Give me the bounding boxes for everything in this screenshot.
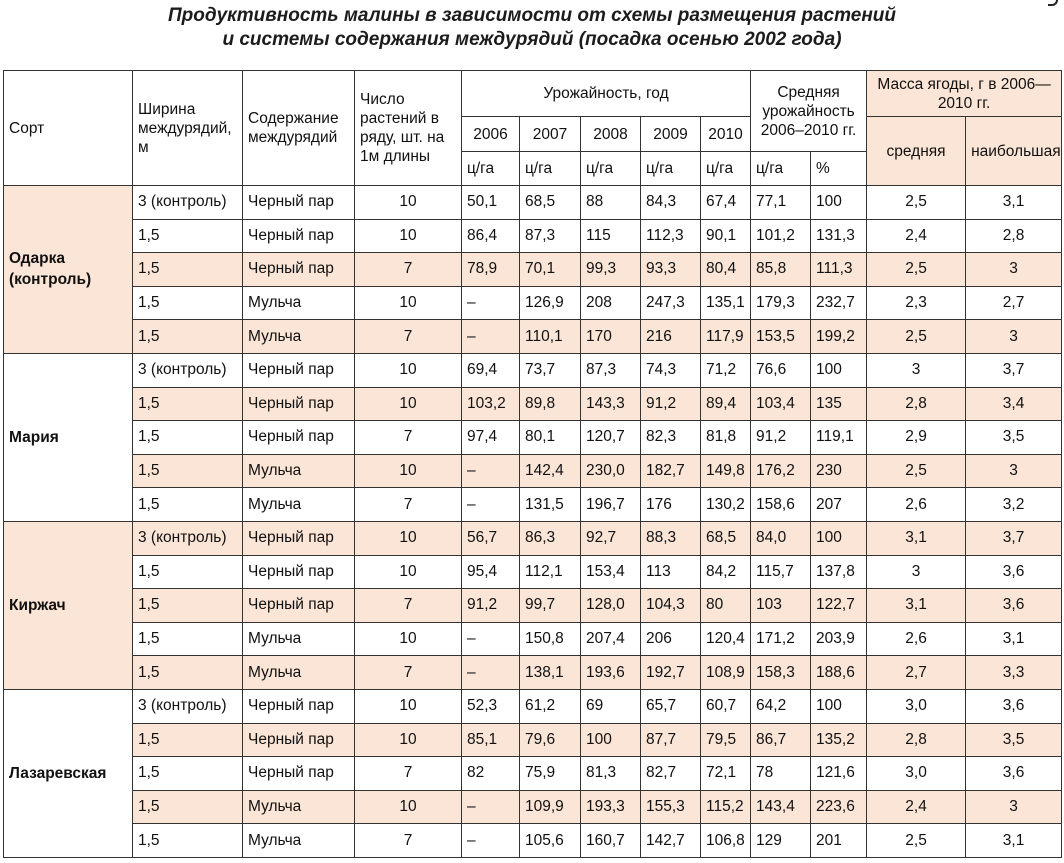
- table-row: [4, 824, 1062, 858]
- cell-width: 1,5: [133, 320, 243, 354]
- cell-y2009: 82,7: [641, 757, 701, 791]
- cell-y2008: 170: [581, 320, 641, 354]
- cell-y2009: 142,7: [641, 824, 701, 858]
- cell-count: 10: [355, 286, 462, 320]
- header-unit-2009: ц/га: [641, 152, 701, 186]
- cell-count: 10: [355, 521, 462, 555]
- cell-width: 1,5: [133, 824, 243, 858]
- header-year-2009: 2009: [641, 117, 701, 152]
- cell-avg: 143,4: [751, 790, 811, 824]
- cell-mass-avg: 2,8: [867, 723, 966, 757]
- header-mass-max: наибольшая: [966, 117, 1062, 186]
- cell-y2009: 176: [641, 488, 701, 522]
- cell-pct: 199,2: [811, 320, 867, 354]
- cell-content: Черный пар: [243, 555, 355, 589]
- cell-content: Мульча: [243, 622, 355, 656]
- cell-avg: 129: [751, 824, 811, 858]
- cell-y2009: 247,3: [641, 286, 701, 320]
- cell-y2007: 86,3: [520, 521, 581, 555]
- cell-width: 1,5: [133, 555, 243, 589]
- cell-y2006: –: [462, 790, 520, 824]
- cell-y2009: 155,3: [641, 790, 701, 824]
- cell-y2008: 115: [581, 219, 641, 253]
- cell-y2010: 90,1: [701, 219, 751, 253]
- cell-content: Мульча: [243, 286, 355, 320]
- cell-count: 10: [355, 186, 462, 220]
- table-row: [4, 488, 1062, 522]
- cell-y2010: 84,2: [701, 555, 751, 589]
- cell-avg: 86,7: [751, 723, 811, 757]
- cell-content: Черный пар: [243, 421, 355, 455]
- cell-mass-avg: 3,1: [867, 589, 966, 623]
- header-variety: Сорт: [4, 71, 133, 186]
- cell-y2007: 75,9: [520, 757, 581, 791]
- cell-content: Черный пар: [243, 757, 355, 791]
- table-row: [4, 320, 1062, 354]
- cell-y2010: 72,1: [701, 757, 751, 791]
- cell-width: 1,5: [133, 387, 243, 421]
- cell-y2007: 79,6: [520, 723, 581, 757]
- table-row: [4, 186, 1062, 220]
- cell-y2007: 70,1: [520, 253, 581, 287]
- cell-content: Мульча: [243, 320, 355, 354]
- cell-mass-max: 3,6: [966, 555, 1062, 589]
- cell-pct: 121,6: [811, 757, 867, 791]
- cell-avg: 77,1: [751, 186, 811, 220]
- table-row: [4, 656, 1062, 690]
- cell-width: 1,5: [133, 589, 243, 623]
- cell-y2006: 69,4: [462, 353, 520, 387]
- cell-avg: 78: [751, 757, 811, 791]
- cell-count: 10: [355, 723, 462, 757]
- cell-content: Черный пар: [243, 253, 355, 287]
- cell-count: 10: [355, 219, 462, 253]
- cell-avg: 115,7: [751, 555, 811, 589]
- cell-pct: 135: [811, 387, 867, 421]
- cell-y2010: 80: [701, 589, 751, 623]
- cell-y2009: 182,7: [641, 454, 701, 488]
- cell-y2006: 91,2: [462, 589, 520, 623]
- cell-content: Мульча: [243, 790, 355, 824]
- cell-y2010: 60,7: [701, 689, 751, 723]
- cell-mass-max: 3,6: [966, 589, 1062, 623]
- cell-y2010: 108,9: [701, 656, 751, 690]
- cell-y2007: 138,1: [520, 656, 581, 690]
- cell-avg: 76,6: [751, 353, 811, 387]
- cell-y2008: 69: [581, 689, 641, 723]
- page-title: [0, 4, 1064, 52]
- cell-y2008: 88: [581, 186, 641, 220]
- cell-pct: 122,7: [811, 589, 867, 623]
- table-row: [4, 454, 1062, 488]
- cell-mass-max: 3,4: [966, 387, 1062, 421]
- cell-mass-max: 3: [966, 253, 1062, 287]
- variety-cell: Одарка (контроль): [4, 186, 133, 354]
- header-unit-avg: ц/га: [751, 152, 811, 186]
- header-percent: %: [811, 152, 867, 186]
- cell-y2008: 128,0: [581, 589, 641, 623]
- cell-width: 1,5: [133, 656, 243, 690]
- table-row: [4, 723, 1062, 757]
- cell-y2010: 68,5: [701, 521, 751, 555]
- header-year-2007: 2007: [520, 117, 581, 152]
- table-row: [4, 286, 1062, 320]
- cell-count: 10: [355, 454, 462, 488]
- cell-mass-max: 3,7: [966, 521, 1062, 555]
- cell-y2006: 97,4: [462, 421, 520, 455]
- cell-width: 1,5: [133, 286, 243, 320]
- header-yield: Урожайность, год: [462, 71, 751, 117]
- header-unit-2007: ц/га: [520, 152, 581, 186]
- cell-mass-max: 3,5: [966, 723, 1062, 757]
- table-header: [4, 71, 1062, 186]
- cell-y2010: 81,8: [701, 421, 751, 455]
- cell-y2006: 78,9: [462, 253, 520, 287]
- cell-y2007: 150,8: [520, 622, 581, 656]
- cell-count: 10: [355, 689, 462, 723]
- cell-mass-max: 2,7: [966, 286, 1062, 320]
- cell-y2009: 192,7: [641, 656, 701, 690]
- cell-pct: 201: [811, 824, 867, 858]
- cell-avg: 64,2: [751, 689, 811, 723]
- cell-count: 7: [355, 421, 462, 455]
- cell-content: Черный пар: [243, 219, 355, 253]
- cell-y2009: 74,3: [641, 353, 701, 387]
- cell-avg: 103,4: [751, 387, 811, 421]
- cell-count: 10: [355, 790, 462, 824]
- cell-pct: 223,6: [811, 790, 867, 824]
- cell-y2008: 143,3: [581, 387, 641, 421]
- cell-count: 7: [355, 253, 462, 287]
- cell-avg: 179,3: [751, 286, 811, 320]
- cell-pct: 137,8: [811, 555, 867, 589]
- header-year-2010: 2010: [701, 117, 751, 152]
- cell-mass-avg: 2,4: [867, 790, 966, 824]
- cell-pct: 100: [811, 521, 867, 555]
- cell-y2009: 91,2: [641, 387, 701, 421]
- header-content: Содержание междурядий: [243, 71, 355, 186]
- cell-mass-max: 3,2: [966, 488, 1062, 522]
- cell-avg: 158,3: [751, 656, 811, 690]
- cell-y2010: 80,4: [701, 253, 751, 287]
- cell-y2008: 208: [581, 286, 641, 320]
- cell-y2008: 153,4: [581, 555, 641, 589]
- cell-y2008: 92,7: [581, 521, 641, 555]
- table-row: [4, 387, 1062, 421]
- cell-pct: 131,3: [811, 219, 867, 253]
- cell-width: 3 (контроль): [133, 689, 243, 723]
- cell-y2008: 230,0: [581, 454, 641, 488]
- cell-mass-avg: 2,9: [867, 421, 966, 455]
- cell-y2009: 82,3: [641, 421, 701, 455]
- header-year-2006: 2006: [462, 117, 520, 152]
- table-body: [4, 186, 1062, 858]
- cell-y2010: 79,5: [701, 723, 751, 757]
- cell-mass-max: 2,8: [966, 219, 1062, 253]
- cell-count: 7: [355, 488, 462, 522]
- table-row: [4, 353, 1062, 387]
- cell-pct: 232,7: [811, 286, 867, 320]
- cell-y2010: 130,2: [701, 488, 751, 522]
- cell-avg: 103: [751, 589, 811, 623]
- cell-count: 7: [355, 589, 462, 623]
- table-row: [4, 622, 1062, 656]
- cell-y2008: 120,7: [581, 421, 641, 455]
- cell-mass-avg: 2,5: [867, 320, 966, 354]
- header-mass-avg: средняя: [867, 117, 966, 186]
- cell-mass-max: 3,6: [966, 689, 1062, 723]
- cell-mass-max: 3,3: [966, 656, 1062, 690]
- cell-mass-avg: 3: [867, 555, 966, 589]
- cell-content: Черный пар: [243, 589, 355, 623]
- cell-y2007: 73,7: [520, 353, 581, 387]
- cell-mass-avg: 3: [867, 353, 966, 387]
- cell-mass-avg: 2,5: [867, 824, 966, 858]
- table-row: [4, 689, 1062, 723]
- cell-y2007: 105,6: [520, 824, 581, 858]
- cell-width: 1,5: [133, 488, 243, 522]
- cell-y2006: 95,4: [462, 555, 520, 589]
- cell-count: 7: [355, 320, 462, 354]
- cell-width: 1,5: [133, 757, 243, 791]
- cell-content: Черный пар: [243, 353, 355, 387]
- cell-y2008: 193,6: [581, 656, 641, 690]
- cell-content: Мульча: [243, 454, 355, 488]
- cell-y2006: –: [462, 622, 520, 656]
- cell-mass-max: 3,5: [966, 421, 1062, 455]
- cell-y2007: 131,5: [520, 488, 581, 522]
- cell-width: 1,5: [133, 622, 243, 656]
- cell-y2007: 126,9: [520, 286, 581, 320]
- table-row: [4, 757, 1062, 791]
- variety-cell: Лазаревская: [4, 689, 133, 857]
- cell-y2009: 88,3: [641, 521, 701, 555]
- cell-y2009: 206: [641, 622, 701, 656]
- cell-y2008: 100: [581, 723, 641, 757]
- cell-y2007: 89,8: [520, 387, 581, 421]
- cell-y2006: 50,1: [462, 186, 520, 220]
- cell-y2007: 80,1: [520, 421, 581, 455]
- cell-mass-avg: 2,5: [867, 253, 966, 287]
- cell-mass-max: 3: [966, 454, 1062, 488]
- cell-mass-max: 3,1: [966, 622, 1062, 656]
- cell-y2007: 61,2: [520, 689, 581, 723]
- cell-pct: 230: [811, 454, 867, 488]
- cell-pct: 207: [811, 488, 867, 522]
- cell-y2006: 85,1: [462, 723, 520, 757]
- cell-pct: 100: [811, 689, 867, 723]
- cell-y2009: 87,7: [641, 723, 701, 757]
- cell-y2008: 99,3: [581, 253, 641, 287]
- cell-y2007: 99,7: [520, 589, 581, 623]
- header-unit-2008: ц/га: [581, 152, 641, 186]
- cell-mass-avg: 3,1: [867, 521, 966, 555]
- cell-y2007: 142,4: [520, 454, 581, 488]
- cell-width: 3 (контроль): [133, 186, 243, 220]
- table-row: [4, 521, 1062, 555]
- cell-y2007: 87,3: [520, 219, 581, 253]
- cell-count: 10: [355, 555, 462, 589]
- cell-y2009: 112,3: [641, 219, 701, 253]
- cell-y2009: 93,3: [641, 253, 701, 287]
- cell-mass-avg: 2,8: [867, 387, 966, 421]
- header-width: Ширина междурядий, м: [133, 71, 243, 186]
- cell-content: Черный пар: [243, 186, 355, 220]
- cell-pct: 100: [811, 353, 867, 387]
- cell-y2008: 160,7: [581, 824, 641, 858]
- cell-count: 7: [355, 757, 462, 791]
- cell-y2006: 103,2: [462, 387, 520, 421]
- cell-count: 7: [355, 824, 462, 858]
- cell-pct: 188,6: [811, 656, 867, 690]
- cell-content: Черный пар: [243, 521, 355, 555]
- cell-avg: 176,2: [751, 454, 811, 488]
- title-line-2: и системы содержания междурядий (посадка осенью 2002 года): [222, 29, 842, 50]
- table-row: [4, 589, 1062, 623]
- cell-y2008: 207,4: [581, 622, 641, 656]
- cell-count: 10: [355, 353, 462, 387]
- cell-mass-avg: 2,5: [867, 186, 966, 220]
- cell-width: 1,5: [133, 723, 243, 757]
- cell-y2009: 65,7: [641, 689, 701, 723]
- table-row: [4, 421, 1062, 455]
- cell-content: Черный пар: [243, 723, 355, 757]
- cell-count: 7: [355, 656, 462, 690]
- header-unit-2006: ц/га: [462, 152, 520, 186]
- cell-y2008: 81,3: [581, 757, 641, 791]
- cell-y2006: –: [462, 454, 520, 488]
- cell-mass-avg: 2,4: [867, 219, 966, 253]
- cell-y2006: 56,7: [462, 521, 520, 555]
- cell-mass-avg: 2,6: [867, 622, 966, 656]
- cell-y2010: 135,1: [701, 286, 751, 320]
- cell-width: 1,5: [133, 454, 243, 488]
- cell-content: Черный пар: [243, 689, 355, 723]
- header-avg-yield: Средняя урожайность 2006–2010 гг.: [751, 71, 867, 152]
- header-unit-2010: ц/га: [701, 152, 751, 186]
- cell-avg: 171,2: [751, 622, 811, 656]
- cell-y2010: 149,8: [701, 454, 751, 488]
- cell-mass-avg: 3,0: [867, 689, 966, 723]
- cell-y2006: 86,4: [462, 219, 520, 253]
- cell-mass-max: 3,6: [966, 757, 1062, 791]
- cell-count: 10: [355, 387, 462, 421]
- cell-width: 1,5: [133, 421, 243, 455]
- cell-content: Мульча: [243, 656, 355, 690]
- cell-pct: 100: [811, 186, 867, 220]
- cell-y2009: 84,3: [641, 186, 701, 220]
- cell-y2009: 216: [641, 320, 701, 354]
- cell-pct: 119,1: [811, 421, 867, 455]
- title-line-1: Продуктивность малины в зависимости от схемы размещения растений: [167, 5, 897, 26]
- table-row: [4, 253, 1062, 287]
- variety-cell: Мария: [4, 353, 133, 521]
- cell-mass-avg: 2,5: [867, 454, 966, 488]
- cell-avg: 91,2: [751, 421, 811, 455]
- cell-y2006: 82: [462, 757, 520, 791]
- cell-y2007: 109,9: [520, 790, 581, 824]
- cell-y2007: 68,5: [520, 186, 581, 220]
- cell-y2010: 115,2: [701, 790, 751, 824]
- cell-y2006: –: [462, 488, 520, 522]
- cell-y2006: –: [462, 656, 520, 690]
- cell-mass-avg: 2,3: [867, 286, 966, 320]
- cell-y2006: 52,3: [462, 689, 520, 723]
- cell-mass-max: 3,1: [966, 186, 1062, 220]
- variety-cell: Киржач: [4, 521, 133, 689]
- table-row: [4, 790, 1062, 824]
- cell-width: 3 (контроль): [133, 521, 243, 555]
- cell-mass-max: 3,7: [966, 353, 1062, 387]
- cell-width: 3 (контроль): [133, 353, 243, 387]
- cell-y2006: –: [462, 320, 520, 354]
- cell-count: 10: [355, 622, 462, 656]
- cell-y2010: 120,4: [701, 622, 751, 656]
- cell-y2010: 117,9: [701, 320, 751, 354]
- cell-y2010: 106,8: [701, 824, 751, 858]
- cell-avg: 153,5: [751, 320, 811, 354]
- cell-pct: 111,3: [811, 253, 867, 287]
- cell-mass-avg: 3,0: [867, 757, 966, 791]
- cell-y2010: 71,2: [701, 353, 751, 387]
- cell-mass-max: 3: [966, 320, 1062, 354]
- table-row: [4, 219, 1062, 253]
- cell-mass-avg: 2,7: [867, 656, 966, 690]
- cell-avg: 85,8: [751, 253, 811, 287]
- cell-width: 1,5: [133, 219, 243, 253]
- header-year-2008: 2008: [581, 117, 641, 152]
- cell-y2006: –: [462, 286, 520, 320]
- cell-content: Черный пар: [243, 387, 355, 421]
- cell-y2009: 104,3: [641, 589, 701, 623]
- cell-y2010: 89,4: [701, 387, 751, 421]
- header-mass: Масса ягоды, г в 2006—2010 гг.: [867, 71, 1062, 117]
- cell-avg: 101,2: [751, 219, 811, 253]
- cell-mass-max: 3,1: [966, 824, 1062, 858]
- yield-table: [3, 70, 1062, 858]
- cell-avg: 158,6: [751, 488, 811, 522]
- cell-content: Мульча: [243, 488, 355, 522]
- header-count: Число растений в ряду, шт. на 1м длины: [355, 71, 462, 186]
- cell-y2009: 113: [641, 555, 701, 589]
- cell-y2008: 196,7: [581, 488, 641, 522]
- cell-y2008: 87,3: [581, 353, 641, 387]
- cell-pct: 203,9: [811, 622, 867, 656]
- cell-width: 1,5: [133, 790, 243, 824]
- cell-mass-max: 3: [966, 790, 1062, 824]
- cell-y2010: 67,4: [701, 186, 751, 220]
- cell-y2007: 112,1: [520, 555, 581, 589]
- table-row: [4, 555, 1062, 589]
- cell-y2008: 193,3: [581, 790, 641, 824]
- cell-mass-avg: 2,6: [867, 488, 966, 522]
- cell-pct: 135,2: [811, 723, 867, 757]
- cell-content: Мульча: [243, 824, 355, 858]
- cell-y2006: –: [462, 824, 520, 858]
- cell-y2007: 110,1: [520, 320, 581, 354]
- cell-avg: 84,0: [751, 521, 811, 555]
- cell-width: 1,5: [133, 253, 243, 287]
